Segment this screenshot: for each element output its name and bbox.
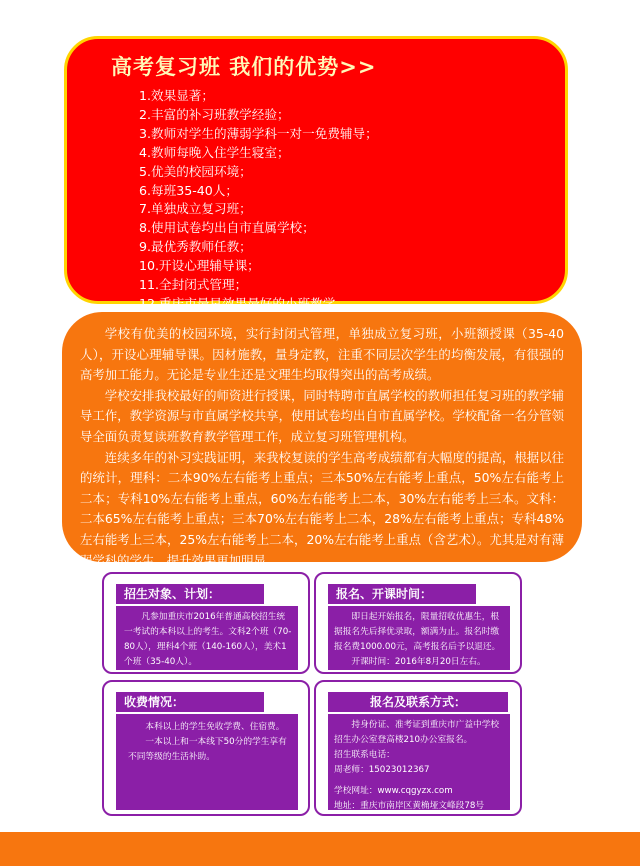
list-item: 1.效果显著； [139,88,214,103]
register-text: 即日起开始报名，限量招收优惠生，根据报名先后择优录取，额满为止。报名时缴报名费1000.00元，高考报名后予以退还。 [334,612,501,652]
register-body [328,606,510,670]
contact-phone: 周老师：15023012367 [334,765,430,775]
list-item: 6.每班35-40人； [139,182,238,198]
contact-phone-label: 招生联系电话： [334,750,395,760]
intro-paragraph-2: 学校安排我校最好的师资进行授课，同时特聘市直属学校的教师担任复习班的教学辅导工作，教学资源与市直属学校共享，使用试卷均出自市直属学校。学校配备一名分管领导全面负责复读班教育教学管理工作，成立复习班管理机构。 [80,387,564,444]
list-item: 11.全封闭式管理； [139,277,248,293]
contact-card [314,680,522,816]
advantages-title: 高考复习班 我们的优势>> [111,55,377,79]
contact-website: 学校网址：www.cqgyzx.com [334,786,453,796]
fees-text-2: 一本以上和一本线下50分的学生享有不同等级的生活补助。 [128,737,287,762]
list-item: 8.使用试卷均出自市直属学校； [139,220,315,236]
contact-text: 持身份证、准考证到重庆市广益中学校招生办公室登高楼210办公室报名。 [334,720,500,745]
contact-body [328,714,510,810]
list-item: 2.丰富的补习班教学经验； [139,106,290,122]
enroll-body [116,606,298,670]
list-item: 12.重庆市最早效果最好的小班教学。 [139,295,348,311]
list-item: 3.教师对学生的薄弱学科一对一免费辅导； [139,125,378,141]
advantages-panel [64,36,568,311]
fees-card [102,680,310,816]
list-item: 4.教师每晚入住学生寝室； [139,144,290,160]
fees-body [116,714,298,810]
fees-title: 收费情况： [116,692,264,712]
list-item: 7.单独成立复习班； [139,201,252,217]
intro-paragraph-1: 学校有优美的校园环境，实行封闭式管理，单独成立复习班，小班额授课（35-40人），开设心理辅导课。因材施教，量身定教，注重不同层次学生的均衡发展，有很强的高考加工能力。无论是专业生还是文理生均取得突出的高考成绩。 [80,326,564,383]
register-card [314,572,522,674]
register-title: 报名、开课时间： [328,584,476,604]
list-item: 5.优美的校园环境； [139,163,252,179]
register-start: 开课时间：2016年8月20日左右。 [351,657,486,667]
enroll-title: 招生对象、计划： [116,584,264,604]
list-item: 10.开设心理辅导课； [139,258,260,274]
contact-title: 报名及联系方式： [328,692,508,712]
bottom-bar [0,832,640,866]
intro-panel [62,312,582,568]
list-item: 9.最优秀教师任教； [139,239,252,255]
enroll-card [102,572,310,674]
fees-text-1: 本科以上的学生免收学费、住宿费。 [145,722,285,732]
enroll-text: 凡参加重庆市2016年普通高校招生统一考试的本科以上的考生。文科2个班（70-80人），理科4个班（140-160人），美术1个班（35-40人）。 [124,612,292,667]
contact-address: 地址：重庆市南岸区黄桷垭文峰段78号 [334,801,485,811]
advantages-list [139,87,378,314]
intro-paragraph-3: 连续多年的补习实践证明，来我校复读的学生高考成绩都有大幅度的提高，根据以往的统计，理科：二本90%左右能考上重点；三本50%左右能考上重点，50%左右能考上二本；专科10%左右能考上重点，60%左右能考上二本，30%左右能考上三本。文科：二本65%左右能考上重点；三本70%左右能考上二本，28%左右能考上重点；专科48%左右能考上三本，25%左右能考上二本，20%左右能考上重点（含艺术）。尤其是对有薄弱学科的学生，提升效果更加明显。 [80,449,564,568]
